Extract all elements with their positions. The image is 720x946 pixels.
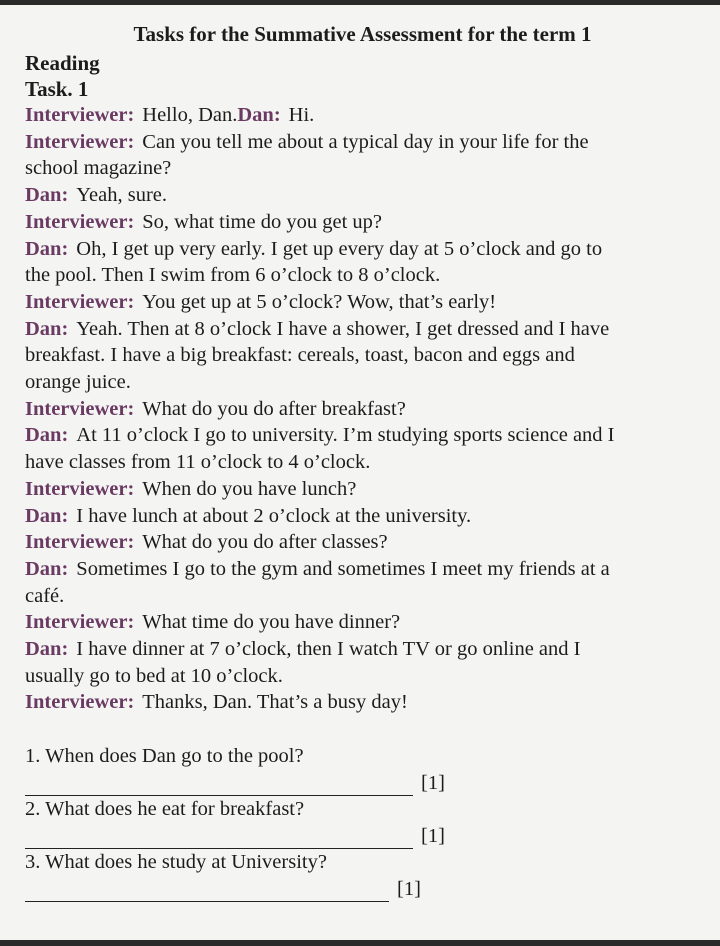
dialogue-line bbox=[25, 316, 700, 343]
utterance: At 11 o’clock I go to university. I’m studying sports science and I bbox=[76, 424, 615, 447]
speaker-label: Dan: bbox=[237, 104, 281, 126]
utterance: I have lunch at about 2 o’clock at the university. bbox=[76, 504, 472, 527]
dialogue-line bbox=[25, 396, 700, 423]
mark-label: [1] bbox=[397, 877, 421, 900]
question-list bbox=[25, 743, 700, 902]
answer-row bbox=[25, 770, 700, 797]
dialogue-line bbox=[25, 182, 700, 209]
utterance: Yeah, sure. bbox=[76, 184, 168, 207]
utterance: When do you have lunch? bbox=[142, 477, 357, 500]
speaker-label: Interviewer: bbox=[25, 611, 135, 634]
dialogue-line bbox=[25, 556, 700, 583]
spacer bbox=[25, 716, 700, 743]
question: 1. When does Dan go to the pool? bbox=[25, 745, 304, 768]
dialogue-line-continued: school magazine? bbox=[25, 157, 172, 180]
speaker-label: Dan: bbox=[25, 317, 69, 340]
dialogue-line bbox=[25, 476, 700, 503]
dialogue-line bbox=[25, 236, 700, 263]
utterance: You get up at 5 o’clock? Wow, that’s early! bbox=[142, 290, 497, 313]
document-page bbox=[25, 18, 700, 902]
utterance: Yeah. Then at 8 o’clock I have a shower, I get dressed and I have bbox=[76, 317, 610, 340]
speaker-label: Interviewer: bbox=[25, 290, 135, 313]
dialogue-line bbox=[25, 102, 700, 129]
task-heading: Task. 1 bbox=[25, 77, 89, 101]
answer-blank[interactable] bbox=[25, 775, 413, 796]
mark-label: [1] bbox=[421, 771, 445, 794]
utterance: Hi. bbox=[288, 104, 315, 126]
speaker-label: Dan: bbox=[25, 557, 69, 580]
question: 3. What does he study at University? bbox=[25, 851, 327, 874]
answer-blank[interactable] bbox=[25, 881, 389, 902]
utterance: Hello, Dan. bbox=[142, 104, 238, 126]
answer-row bbox=[25, 823, 700, 850]
speaker-label: Dan: bbox=[25, 638, 69, 661]
speaker-label: Interviewer: bbox=[25, 130, 135, 153]
utterance: Oh, I get up very early. I get up every day at 5 o’clock and go to bbox=[76, 237, 603, 260]
answer-blank[interactable] bbox=[25, 828, 413, 849]
page-title: Tasks for the Summative Assessment for the term 1 bbox=[133, 22, 592, 46]
dialogue-line-continued: café. bbox=[25, 584, 65, 607]
speaker-label: Interviewer: bbox=[25, 531, 135, 554]
speaker-label: Dan: bbox=[25, 504, 69, 527]
utterance: What do you do after classes? bbox=[142, 531, 388, 554]
utterance: I have dinner at 7 o’clock, then I watch TV or go online and I bbox=[76, 638, 581, 661]
utterance: Thanks, Dan. That’s a busy day! bbox=[142, 691, 408, 714]
dialogue-line bbox=[25, 209, 700, 236]
speaker-label: Interviewer: bbox=[25, 104, 135, 126]
speaker-label: Interviewer: bbox=[25, 477, 135, 500]
bottom-border bbox=[0, 940, 720, 946]
top-border bbox=[0, 0, 720, 5]
dialogue-line-continued: breakfast. I have a big breakfast: cereals, toast, bacon and eggs and bbox=[25, 344, 575, 367]
speaker-label: Dan: bbox=[25, 184, 69, 207]
speaker-label: Interviewer: bbox=[25, 210, 135, 233]
answer-row bbox=[25, 876, 700, 903]
utterance: What do you do after breakfast? bbox=[142, 397, 406, 420]
dialogue bbox=[25, 102, 700, 716]
dialogue-line bbox=[25, 289, 700, 316]
utterance: What time do you have dinner? bbox=[142, 611, 401, 634]
speaker-label: Dan: bbox=[25, 237, 69, 260]
speaker-label: Dan: bbox=[25, 424, 69, 447]
dialogue-line-continued: have classes from 11 o’clock to 4 o’clock. bbox=[25, 451, 371, 474]
dialogue-line-continued: usually go to bed at 10 o’clock. bbox=[25, 664, 283, 687]
dialogue-line bbox=[25, 689, 700, 716]
dialogue-line bbox=[25, 636, 700, 663]
dialogue-line-continued: orange juice. bbox=[25, 371, 131, 394]
utterance: Sometimes I go to the gym and sometimes I meet my friends at a bbox=[76, 557, 610, 580]
dialogue-line bbox=[25, 422, 700, 449]
dialogue-line bbox=[25, 503, 700, 530]
speaker-label: Interviewer: bbox=[25, 691, 135, 714]
dialogue-line bbox=[25, 529, 700, 556]
mark-label: [1] bbox=[421, 824, 445, 847]
dialogue-line bbox=[25, 129, 700, 156]
dialogue-line bbox=[25, 609, 700, 636]
utterance: So, what time do you get up? bbox=[142, 210, 382, 233]
utterance: Can you tell me about a typical day in your life for the bbox=[142, 130, 589, 153]
question: 2. What does he eat for breakfast? bbox=[25, 798, 305, 821]
section-heading: Reading bbox=[25, 51, 100, 75]
speaker-label: Interviewer: bbox=[25, 397, 135, 420]
dialogue-line-continued: the pool. Then I swim from 6 o’clock to 8 o’clock. bbox=[25, 264, 441, 287]
